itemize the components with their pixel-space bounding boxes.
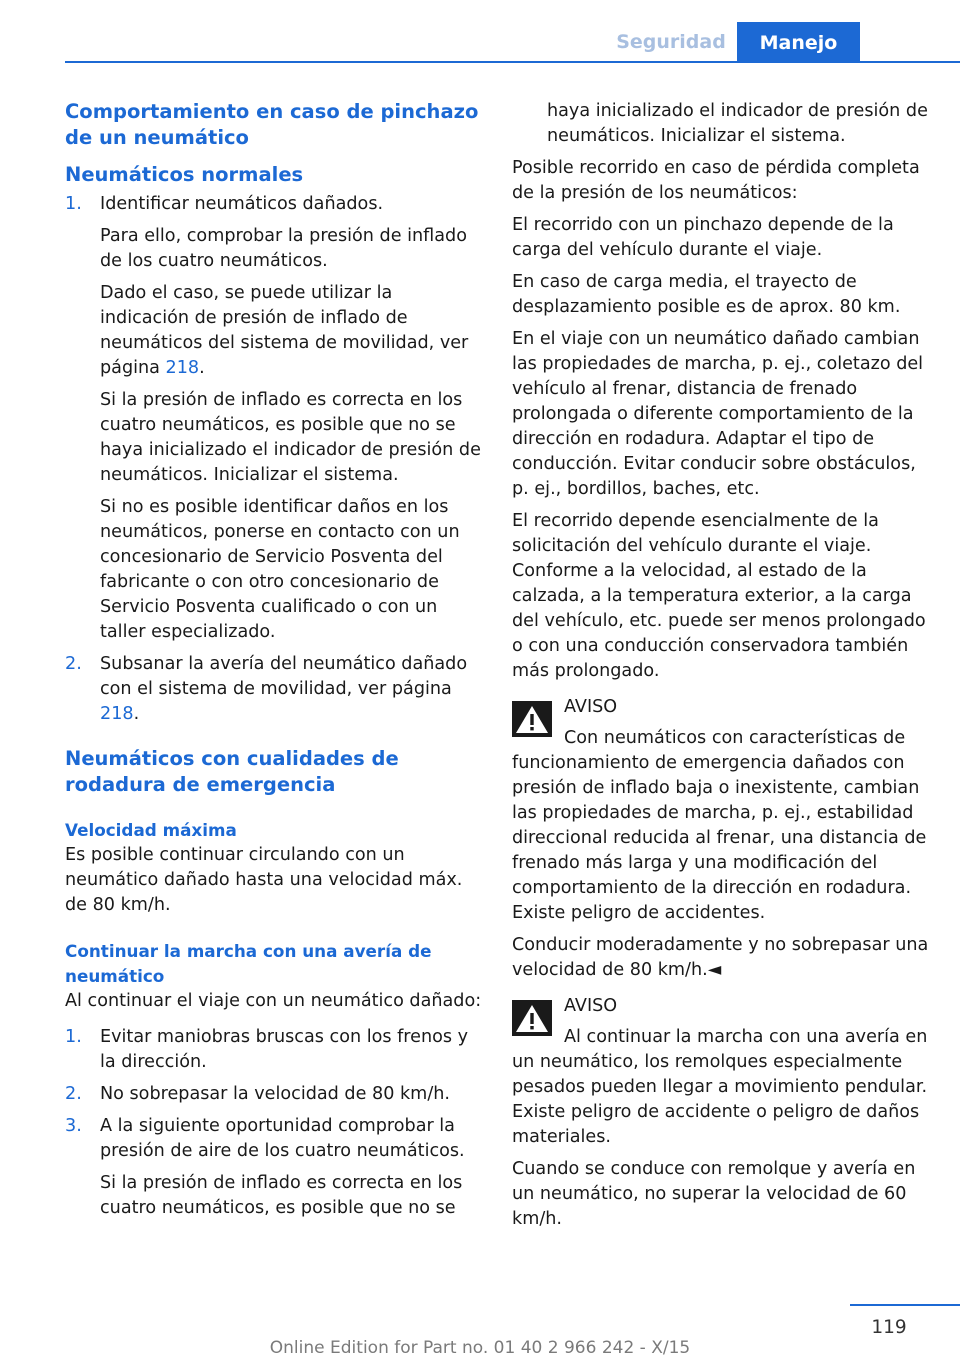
list-item-paragraph: Si la presión de inflado es correcta en los cuatro neumáticos, es posible que no se haya inicializado el indicador de presión de neumáticos. Inicializar el sistema. — [100, 390, 481, 485]
list-item — [65, 652, 483, 727]
page-link[interactable]: 218 — [100, 704, 134, 724]
section-heading-runflat: Neumáticos con cualidades de rodadura de emergencia — [65, 747, 399, 796]
paragraph: El recorrido con un pinchazo depende de la carga del vehículo durante el viaje. — [512, 215, 894, 260]
warning-text: Con neumáticos con características de funcionamiento de emergencia dañados con presión de inflado baja o inexistente, cambian las propiedades de marcha, p. ej., estabilidad direccional reducida al frenar, una distancia de frenado más larga y una modificación del comportamiento de la dirección en rodadura. Existe peligro de accidentes. — [512, 728, 927, 923]
list-item-text: A la siguiente oportunidad comprobar la presión de aire de los cuatro neumáticos. — [100, 1116, 465, 1161]
list-number: 1. — [65, 194, 82, 214]
paragraph: En el viaje con un neumático dañado cambian las propiedades de marcha, p. ej., coletazo del vehículo al frenar, distancia de frenado prolongada o diferente comportamiento de la dirección en rodadura. Adaptar el tipo de conducción. Evitar conducir sobre obstáculos, p. ej., bordillos, baches, etc. — [512, 329, 924, 499]
page-number: 119 — [871, 1317, 907, 1338]
warning-label: AVISO — [564, 996, 618, 1016]
warning-icon — [512, 1000, 552, 1036]
paragraph: El recorrido depende esencialmente de la solicitación del vehículo durante el viaje. Conforme a la velocidad, al estado de la calzada, a la temperatura exterior, a la carga del vehículo, etc. puede ser menos prolongado o con una conducción conservadora también más prolongado. — [512, 511, 926, 681]
paragraph: Posible recorrido en caso de pérdida completa de la presión de los neumáticos: — [512, 158, 920, 203]
left-column — [65, 99, 483, 1221]
sub-heading-max-speed: Velocidad máxima — [65, 820, 237, 840]
paragraph: Al continuar el viaje con un neumático dañado: — [65, 991, 482, 1011]
sub-heading-continue-driving: Continuar la marcha con una avería de neumático — [65, 941, 432, 986]
list-item-text: Identificar neumáticos dañados. — [100, 194, 384, 214]
list-item-paragraph: Si la presión de inflado es correcta en los cuatro neumáticos, es posible que no se — [100, 1173, 463, 1218]
page-number-rule — [850, 1304, 960, 1306]
list-item — [65, 1082, 483, 1107]
page-title: Comportamiento en caso de pinchazo de un neumático — [65, 100, 479, 149]
list-item — [65, 192, 483, 645]
tab-manejo[interactable]: Manejo — [737, 22, 860, 62]
list-item-text: Subsanar la avería del neumático dañado con el sistema de movilidad, ver página 218. — [100, 654, 468, 724]
warning-icon — [512, 701, 552, 737]
list-number: 1. — [65, 1027, 82, 1047]
list-number: 3. — [65, 1116, 82, 1136]
warning-paragraph: Cuando se conduce con remolque y avería en un neumático, no superar la velocidad de 60 km/h. — [512, 1159, 916, 1229]
list-item — [65, 1025, 483, 1075]
warning-block — [512, 994, 930, 1044]
page-link[interactable]: 218 — [165, 358, 200, 378]
warning-block — [512, 695, 930, 745]
page-header — [0, 22, 960, 62]
right-column — [512, 99, 930, 1232]
paragraph: Es posible continuar circulando con un neumático dañado hasta una velocidad máx. de 80 km/h. — [65, 845, 463, 915]
list-item-paragraph: Dado el caso, se puede utilizar la indicación de presión de inflado de neumáticos del sistema de movilidad, ver página 218. — [100, 283, 469, 378]
warning-label: AVISO — [564, 697, 618, 717]
list-item-paragraph: Si no es posible identificar daños en los neumáticos, ponerse en contacto con un concesionario de Servicio Posventa del fabricante o con otro concesionario de Servicio Posventa cualificado o con un taller especializado. — [100, 497, 460, 642]
list-item-text: No sobrepasar la velocidad de 80 km/h. — [100, 1084, 450, 1104]
header-rule — [65, 61, 960, 63]
paragraph: En caso de carga media, el trayecto de desplazamiento posible es de aprox. 80 km. — [512, 272, 901, 317]
warning-paragraph: Conducir moderadamente y no sobrepasar una velocidad de 80 km/h.◄ — [512, 935, 929, 980]
list-item-paragraph: Para ello, comprobar la presión de inflado de los cuatro neumáticos. — [100, 226, 467, 271]
section-heading-normal-tires: Neumáticos normales — [65, 163, 304, 186]
list-item — [65, 1114, 483, 1221]
tab-seguridad[interactable]: Seguridad — [604, 22, 738, 62]
continued-paragraph: haya inicializado el indicador de presión de neumáticos. Inicializar el sistema. — [547, 101, 928, 146]
list-item-text: Evitar maniobras bruscas con los frenos y la dirección. — [100, 1027, 469, 1072]
list-number: 2. — [65, 1084, 82, 1104]
warning-text: Al continuar la marcha con una avería en un neumático, los remolques especialmente pesados pueden llegar a movimiento pendular. Existe peligro de accidente o peligro de daños materiales. — [512, 1027, 928, 1147]
edition-footer: Online Edition for Part no. 01 40 2 966 242 - X/15 — [269, 1338, 691, 1358]
list-number: 2. — [65, 654, 82, 674]
